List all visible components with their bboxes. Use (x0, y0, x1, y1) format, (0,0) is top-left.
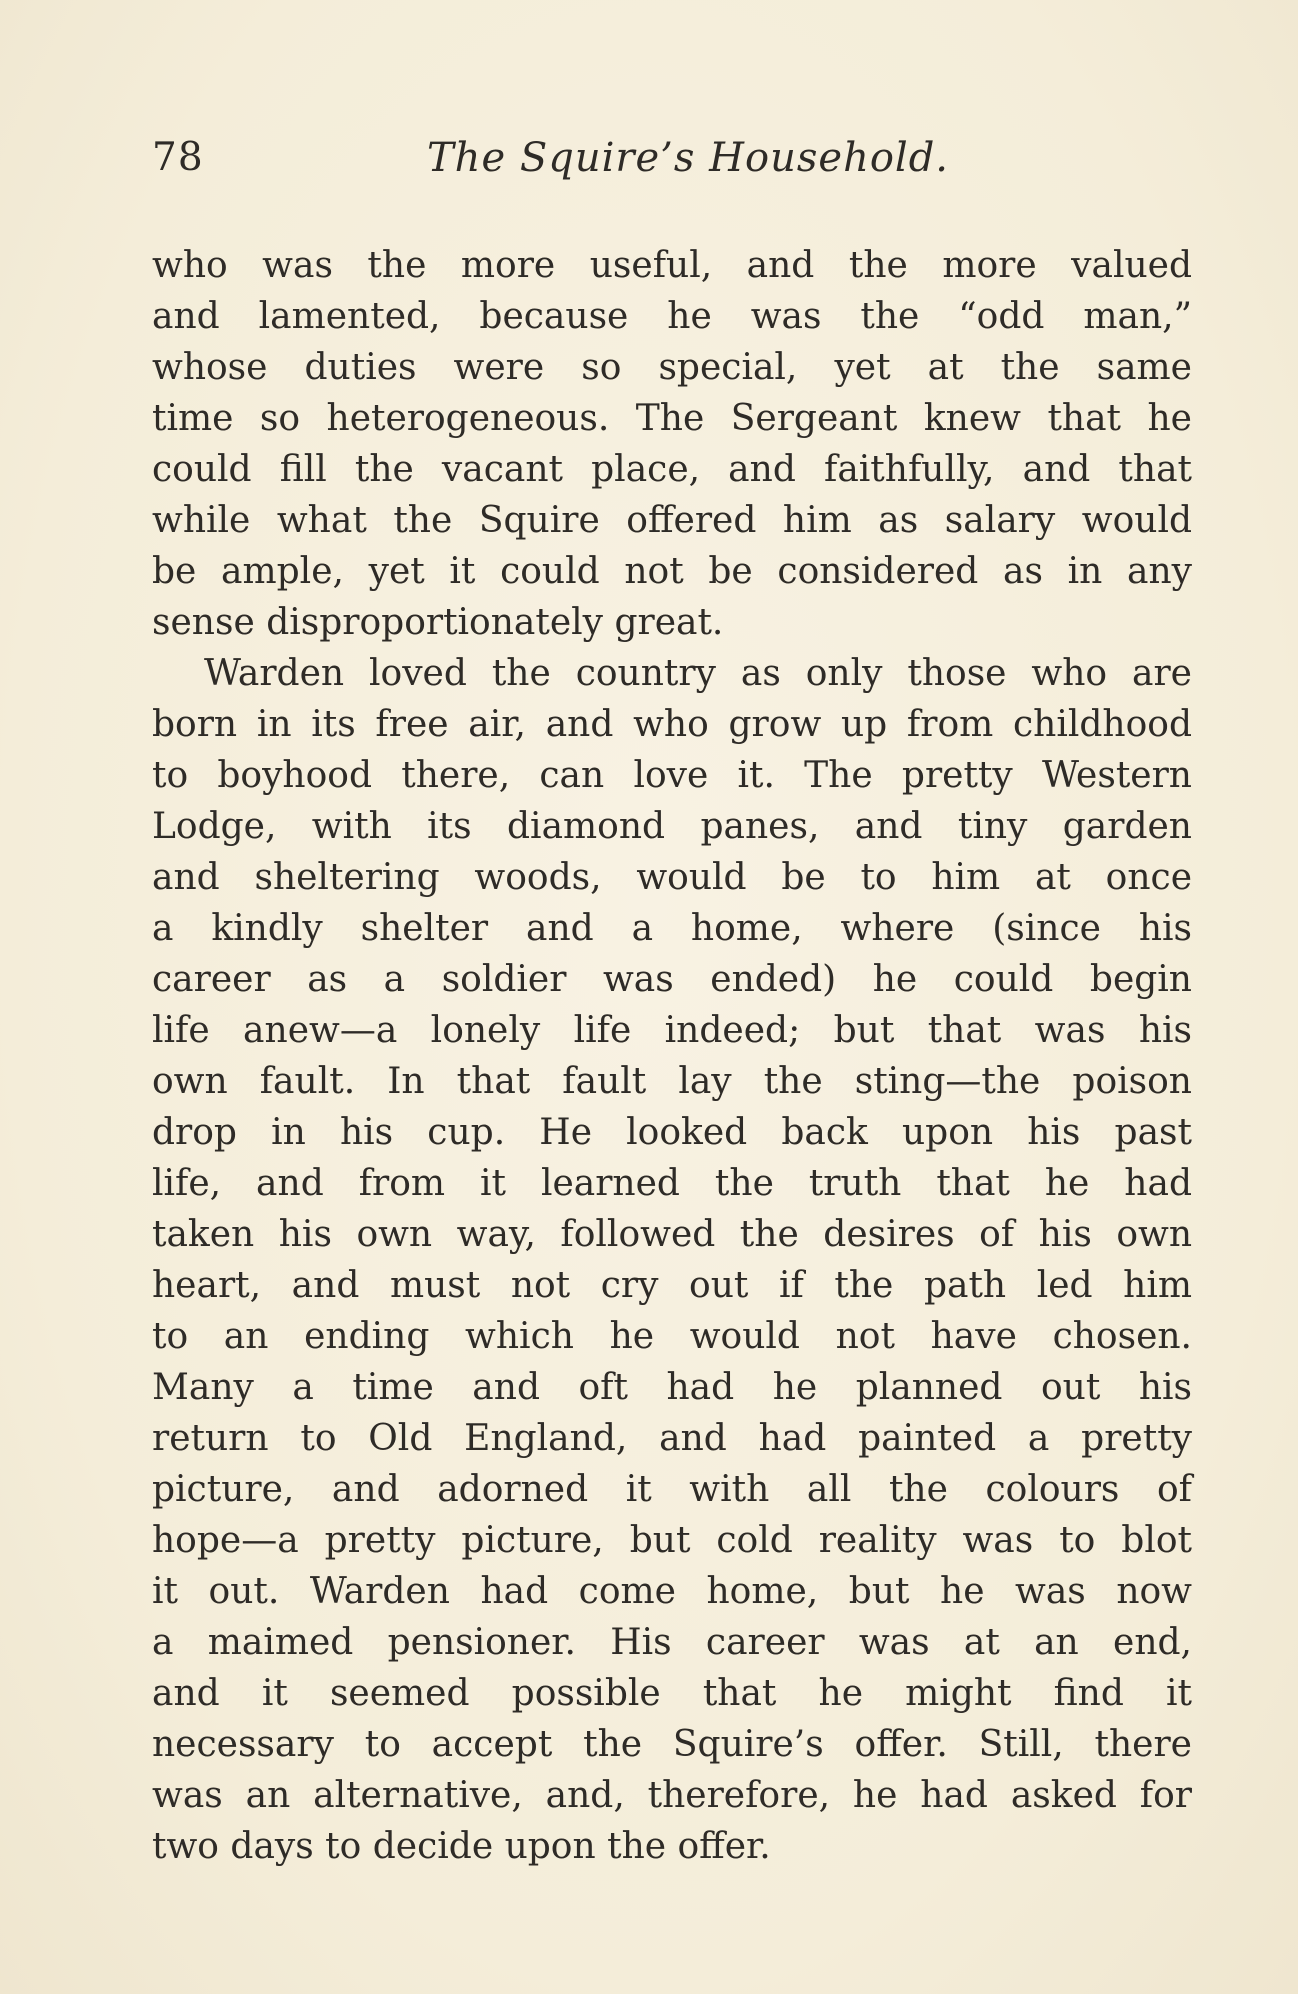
text-line: return to Old England, and had painted a pretty (152, 1418, 1192, 1459)
text-line: necessary to accept the Squire’s offer. Still, there (152, 1724, 1192, 1765)
text-line: and lamented, because he was the “odd man,” (152, 296, 1192, 337)
text-line: and it seemed possible that he might find it (152, 1673, 1192, 1714)
text-line: who was the more useful, and the more valued (152, 245, 1192, 286)
paragraph (152, 240, 1192, 648)
text-line: taken his own way, followed the desires of his own (152, 1214, 1192, 1255)
text-line: life, and from it learned the truth that he had (152, 1163, 1192, 1204)
text-line: was an alternative, and, therefore, he had asked for (152, 1775, 1192, 1816)
text-line: own fault. In that fault lay the sting—the poison (152, 1061, 1192, 1102)
text-line: and sheltering woods, would be to him at once (152, 857, 1192, 898)
text-line: could fill the vacant place, and faithfully, and that (152, 449, 1192, 490)
paragraph (152, 648, 1192, 1872)
text-line: it out. Warden had come home, but he was now (152, 1571, 1192, 1612)
text-line: Many a time and oft had he planned out his (152, 1367, 1192, 1408)
text-line: picture, and adorned it with all the colours of (152, 1469, 1192, 1510)
text-line: born in its free air, and who grow up from childhood (152, 704, 1192, 745)
text-line: hope—a pretty picture, but cold reality was to blot (152, 1520, 1192, 1561)
text-line: a kindly shelter and a home, where (since his (152, 908, 1192, 949)
text-line: time so heterogeneous. The Sergeant knew that he (152, 398, 1192, 439)
running-title: The Squire’s Household. (427, 135, 950, 181)
text-line: to an ending which he would not have chosen. (152, 1316, 1192, 1357)
body-text (152, 240, 1192, 1872)
text-line: Lodge, with its diamond panes, and tiny garden (152, 806, 1192, 847)
page-header (152, 135, 1152, 185)
text-line: while what the Squire offered him as salary would (152, 500, 1192, 541)
text-line: Warden loved the country as only those who are (204, 653, 1192, 694)
text-line: a maimed pensioner. His career was at an end, (152, 1622, 1192, 1663)
text-line: be ample, yet it could not be considered as in any (152, 551, 1192, 592)
text-line: to boyhood there, can love it. The pretty Western (152, 755, 1192, 796)
text-line: drop in his cup. He looked back upon his past (152, 1112, 1192, 1153)
text-line: life anew—a lonely life indeed; but that was his (152, 1010, 1192, 1051)
page-number: 78 (152, 135, 204, 180)
text-line: career as a soldier was ended) he could begin (152, 959, 1192, 1000)
text-line: two days to decide upon the offer. (152, 1826, 771, 1867)
text-line: heart, and must not cry out if the path led him (152, 1265, 1192, 1306)
text-line: whose duties were so special, yet at the same (152, 347, 1192, 388)
text-line: sense disproportionately great. (152, 602, 724, 643)
